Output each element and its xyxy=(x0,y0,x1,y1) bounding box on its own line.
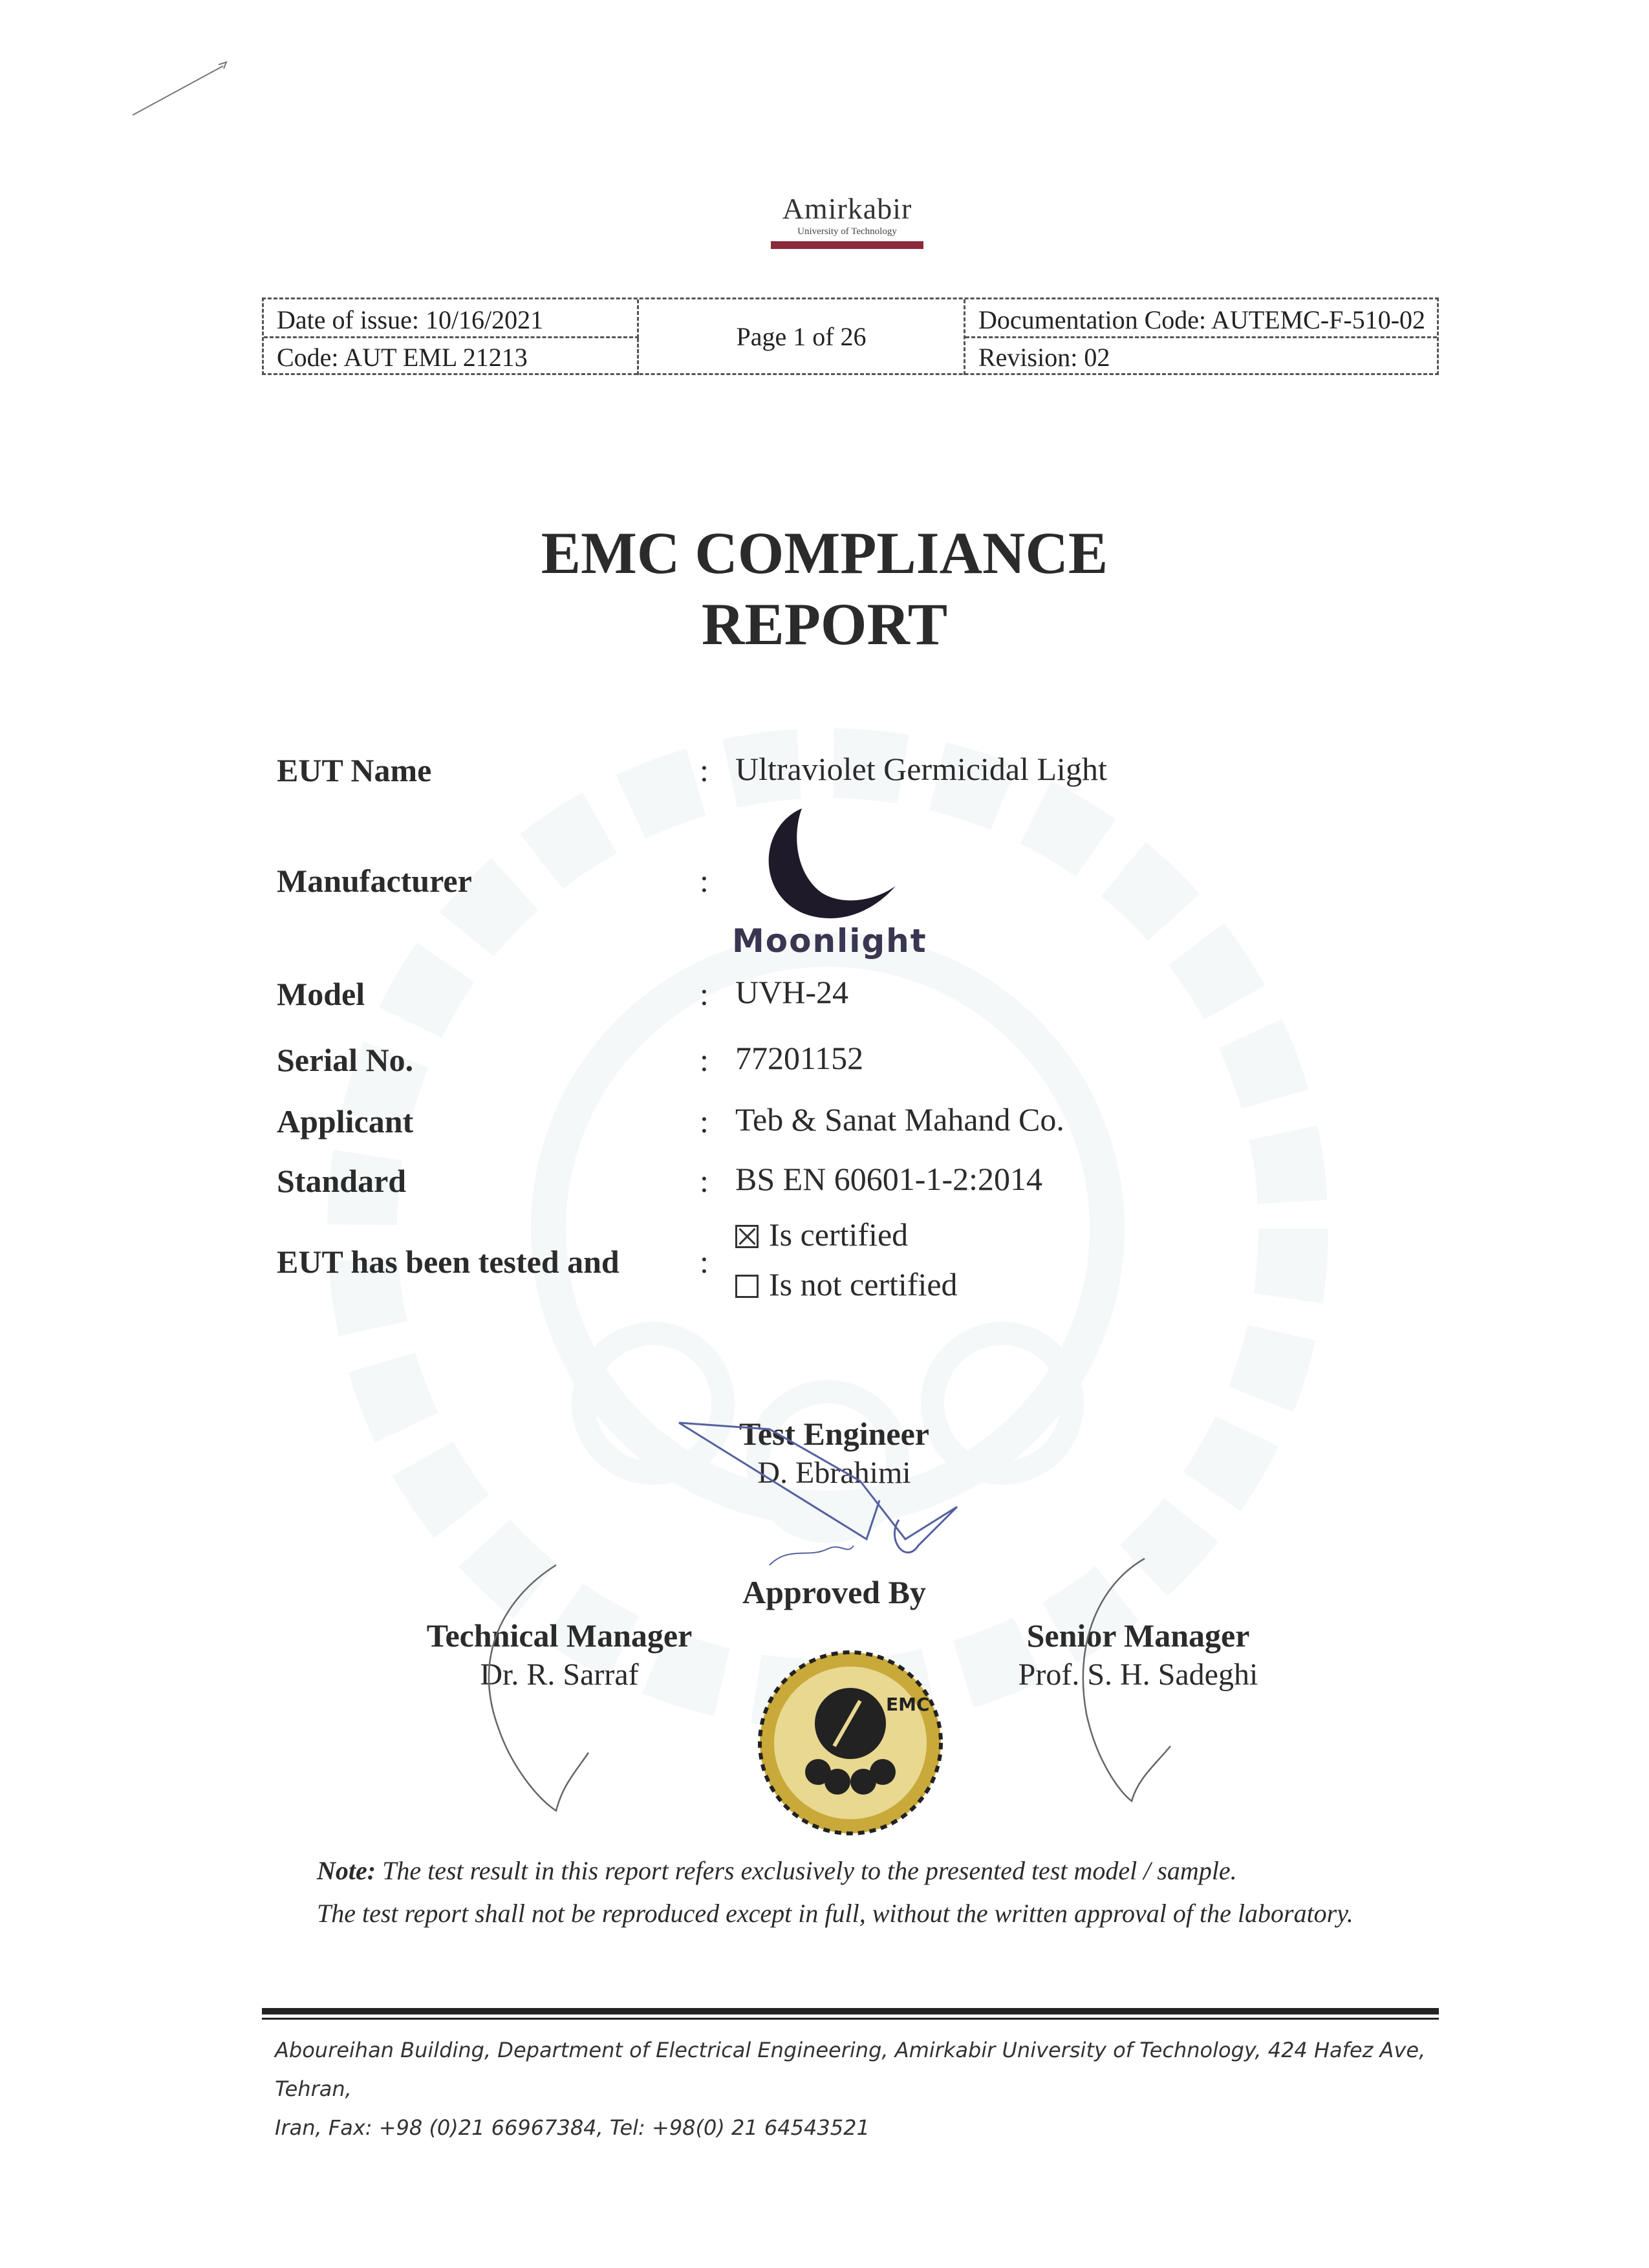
standard-value: BS EN 60601-1-2:2014 xyxy=(735,1161,1042,1197)
footer-address xyxy=(275,2031,1439,2147)
certified-option[interactable] xyxy=(735,1216,908,1253)
technical-manager-signature xyxy=(466,1559,621,1817)
model-label: Model xyxy=(277,976,365,1012)
not-certified-checkbox[interactable] xyxy=(735,1275,759,1298)
note xyxy=(317,1850,1416,1935)
title-line-2: REPORT xyxy=(701,591,948,658)
header-table xyxy=(262,297,1439,375)
title-line-1: EMC COMPLIANCE xyxy=(541,520,1108,586)
colon: : xyxy=(700,976,709,1012)
lab-seal xyxy=(757,1649,944,1837)
footer-rule-thick xyxy=(262,2008,1439,2014)
colon: : xyxy=(700,863,709,899)
serial-value: 77201152 xyxy=(735,1040,864,1076)
certified-checkbox[interactable] xyxy=(735,1225,759,1248)
page-number: Page 1 of 26 xyxy=(639,299,965,375)
note-line-1 xyxy=(317,1850,1416,1892)
certified-option-label: Is certified xyxy=(769,1216,909,1253)
manufacturer-label: Manufacturer xyxy=(277,863,472,899)
logo-bar xyxy=(771,241,923,249)
page-title xyxy=(0,517,1649,660)
date-of-issue: Date of issue: 10/16/2021 xyxy=(264,299,639,338)
report-code: Code: AUT EML 21213 xyxy=(264,338,639,375)
not-certified-option[interactable] xyxy=(735,1266,958,1303)
footer-line-2: Iran, Fax: +98 (0)21 66967384, Tel: +98(0) 21 64543521 xyxy=(275,2115,870,2140)
test-engineer-title: Test Engineer xyxy=(739,1416,929,1452)
logo-subtitle: University of Technology xyxy=(797,226,897,237)
serial-label: Serial No. xyxy=(277,1042,414,1078)
technical-manager-title: Technical Manager xyxy=(426,1617,693,1654)
test-engineer-name: D. Ebrahimi xyxy=(757,1456,911,1490)
footer-line-1: Aboureihan Building, Department of Electrical Engineering, Amirkabir University of Technology, 424 Hafez Ave, Tehran, xyxy=(275,2038,1426,2101)
senior-manager-signature xyxy=(1048,1552,1203,1811)
colon: : xyxy=(700,1163,709,1199)
eut-name-value: Ultraviolet Germicidal Light xyxy=(735,751,1107,787)
colon: : xyxy=(700,1103,709,1139)
pen-mark xyxy=(129,58,233,123)
senior-manager-name: Prof. S. H. Sadeghi xyxy=(1018,1658,1258,1692)
documentation-code: Documentation Code: AUTEMC-F-510-02 xyxy=(965,299,1437,338)
eut-name-label: EUT Name xyxy=(277,752,432,788)
standard-label: Standard xyxy=(277,1163,407,1199)
university-logo xyxy=(763,194,931,249)
technical-manager-name: Dr. R. Sarraf xyxy=(480,1658,639,1692)
logo-brand: Amirkabir xyxy=(782,192,912,225)
tested-label: EUT has been tested and xyxy=(277,1244,620,1280)
colon: : xyxy=(700,752,709,788)
note-text-2: The test report shall not be reproduced except in full, without the written approval of the laboratory. xyxy=(317,1899,1353,1928)
colon: : xyxy=(700,1042,709,1078)
not-certified-option-label: Is not certified xyxy=(769,1266,958,1302)
applicant-label: Applicant xyxy=(277,1103,414,1139)
revision: Revision: 02 xyxy=(978,343,1110,372)
footer-rule-thin xyxy=(262,2018,1439,2020)
test-engineer-signature xyxy=(673,1410,970,1578)
model-value: UVH-24 xyxy=(735,974,848,1010)
seal-text: EMC xyxy=(886,1694,930,1715)
note-text-1: The test result in this report refers exclusively to the presented test model / sample. xyxy=(382,1856,1237,1885)
colon: : xyxy=(700,1244,709,1280)
senior-manager-title: Senior Manager xyxy=(1026,1617,1250,1654)
applicant-value: Teb & Sanat Mahand Co. xyxy=(735,1101,1064,1138)
manufacturer-logo-text: Moonlight xyxy=(732,922,927,960)
note-label: Note: xyxy=(317,1856,376,1885)
approved-by: Approved By xyxy=(742,1574,926,1610)
manufacturer-logo xyxy=(731,802,944,964)
